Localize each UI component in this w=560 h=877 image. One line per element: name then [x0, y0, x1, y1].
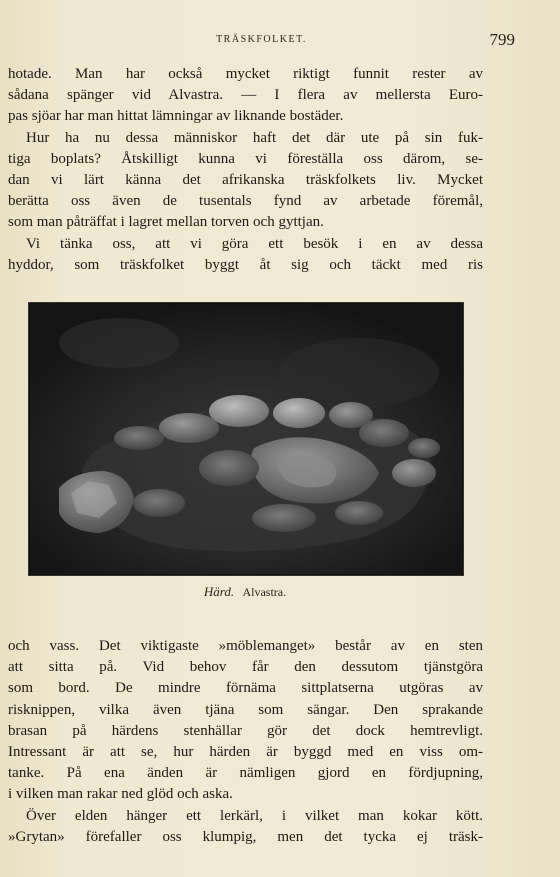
- caption-place: Alvastra.: [242, 585, 287, 599]
- text-line: och vass. Det viktigaste »möblemanget» består av en sten: [8, 638, 483, 654]
- running-title: TRÄSKFOLKET.: [216, 34, 307, 45]
- text-line: hyddor, som träskfolket byggt åt sig och täckt med ris: [8, 256, 483, 273]
- text-line: som bord. De mindre förnäma sittplatserna utgöras av: [8, 680, 483, 697]
- text-line: Vi tänka oss, att vi göra ett besök i en av dessa: [26, 235, 483, 252]
- text-line: Hur ha nu dessa människor haft det där ute på sin fuk-: [26, 129, 483, 146]
- text-line: brasan på härdens stenhällar gör det dock hemtrevligt.: [8, 722, 483, 739]
- hearth-stones-image: [29, 303, 463, 575]
- hearth-photograph: [28, 302, 464, 576]
- text-line: pas sjöar har man hittat lämningar av liknande bostäder.: [8, 108, 344, 125]
- text-line: hotade. Man har också mycket riktigt funnit rester av: [8, 66, 483, 82]
- text-line: att sitta på. Vid behov får den dessutom tjänstgöra: [8, 659, 483, 676]
- text-line: dan vi lärt känna det afrikanska träskfolkets liv. Mycket: [8, 171, 483, 188]
- body-text-top: [8, 64, 483, 276]
- page-number: 799: [489, 30, 515, 49]
- text-line: Intressant är att se, hur härden är byggd med en viss om-: [8, 743, 483, 760]
- text-line: tanke. På ena änden är nämligen gjord en fördjupning,: [8, 765, 483, 782]
- body-text-bottom: [8, 636, 483, 848]
- text-line: sådana spänger vid Alvastra. — I flera av mellersta Euro-: [8, 87, 483, 104]
- text-line: som man påträffat i lagret mellan torven och gyttjan.: [8, 214, 324, 231]
- text-line: risknippen, vilka även tjäna som sängar. Den sprakande: [8, 701, 483, 718]
- text-line: Över elden hänger ett lerkärl, i vilket man kokar kött.: [26, 807, 483, 824]
- text-line: tiga boplats? Åtskilligt kunna vi föreställa oss därom, se-: [8, 150, 483, 167]
- caption-title: Härd.: [203, 584, 235, 599]
- text-line: »Grytan» förefaller oss klumpig, men det tycka ej träsk-: [8, 828, 483, 845]
- figure-caption: [28, 584, 462, 600]
- text-line: i vilken man rakar ned glöd och aska.: [8, 786, 233, 803]
- page-header: [8, 30, 515, 50]
- text-line: berätta oss även de tusentals fynd av arbetade föremål,: [8, 193, 483, 210]
